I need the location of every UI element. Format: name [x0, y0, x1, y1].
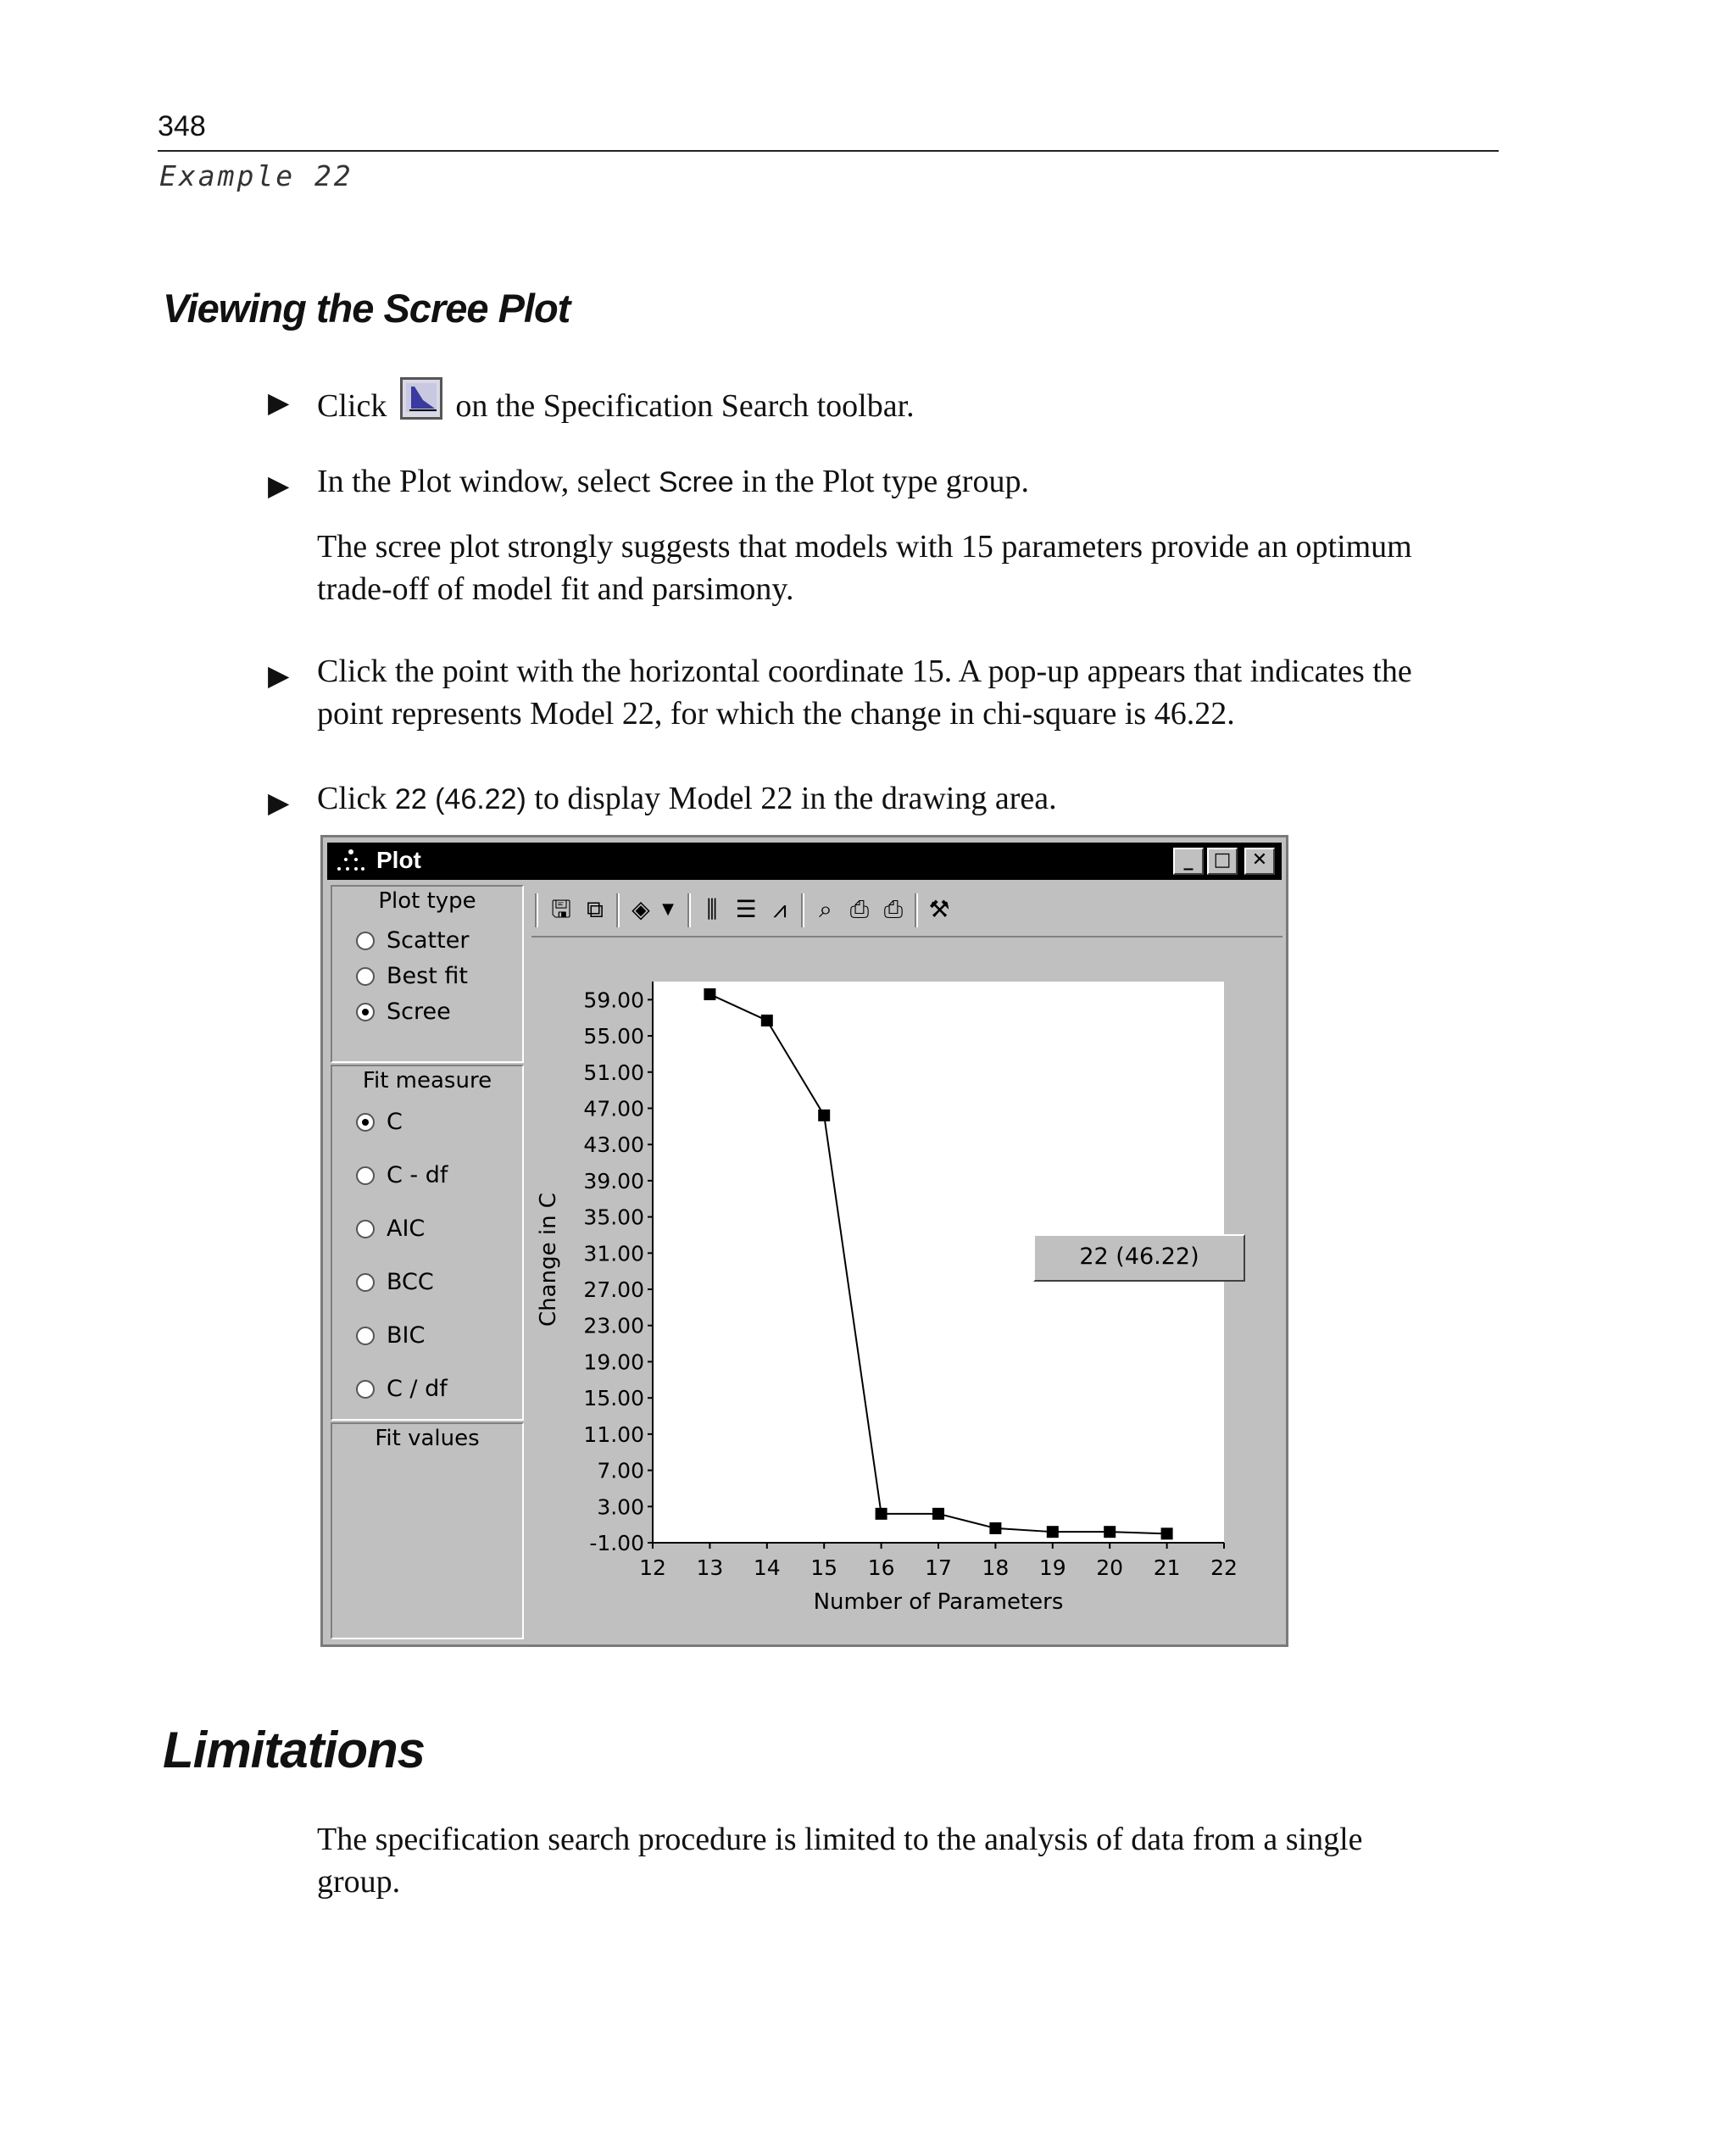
toolbar-separator — [801, 893, 804, 927]
app-icon — [334, 848, 368, 875]
toolbar-grip — [535, 893, 538, 927]
model-popup[interactable]: 22 (46.22) — [1033, 1234, 1245, 1282]
bullet-arrow-icon: ▶ — [268, 661, 290, 692]
radio-label: AIC — [387, 1216, 426, 1242]
fill-color-icon[interactable]: ◈ — [632, 895, 650, 923]
zoom-icon[interactable]: ⌕ — [819, 895, 832, 923]
plot-type-group — [331, 885, 524, 1063]
limitations-line: The specification search procedure is limited to the analysis of data from a single — [317, 1822, 1363, 1857]
bullet-text: Click — [317, 388, 387, 424]
grid-vertical-icon[interactable]: ⫼ — [706, 895, 718, 923]
paragraph-line: The scree plot strongly suggests that models with 15 parameters provide an optimum — [317, 529, 1412, 565]
fit-values-group — [331, 1422, 524, 1639]
y-tick-label: 19.00 — [583, 1349, 644, 1375]
y-tick-label: 39.00 — [583, 1168, 644, 1193]
radio-indicator — [356, 1380, 375, 1399]
radio-c[interactable] — [356, 1109, 403, 1135]
y-tick-label: 31.00 — [583, 1241, 644, 1266]
ui-term: Scree — [658, 466, 734, 498]
bullet-click-toolbar — [317, 377, 915, 427]
grid-horizontal-icon[interactable]: ☰ — [735, 895, 757, 923]
radio-c-df[interactable] — [356, 1162, 448, 1188]
group-label: Plot type — [378, 888, 476, 914]
data-point — [1047, 1526, 1059, 1538]
section-heading: Viewing the Scree Plot — [163, 286, 570, 331]
header-rule — [158, 150, 1499, 152]
y-tick-label: 35.00 — [583, 1205, 644, 1230]
x-tick-label: 19 — [1038, 1555, 1066, 1580]
radio-label: C — [387, 1109, 403, 1135]
x-tick-label: 17 — [925, 1555, 952, 1580]
print-preview-icon[interactable]: ⎙ — [849, 895, 870, 923]
plot-toolbar — [531, 885, 1283, 938]
toolbar-separator — [616, 893, 620, 927]
x-tick-label: 21 — [1153, 1555, 1181, 1580]
chart-area — [531, 939, 1283, 1639]
y-tick-label: 3.00 — [597, 1494, 644, 1520]
x-tick-label: 16 — [867, 1555, 895, 1580]
radio-aic[interactable] — [356, 1216, 425, 1242]
limitations-heading: Limitations — [163, 1722, 426, 1778]
scree-plot-chart — [531, 939, 1283, 1639]
x-tick-label: 15 — [810, 1555, 838, 1580]
bullet-click-point-line2: point represents Model 22, for which the change in chi-square is 46.22. — [317, 696, 1235, 732]
y-tick-label: 15.00 — [583, 1386, 644, 1411]
options-pane — [331, 885, 524, 1639]
radio-scree[interactable] — [356, 999, 451, 1025]
page-number: 348 — [158, 110, 206, 142]
bullet-text: to display Model 22 in the drawing area. — [534, 781, 1057, 816]
ui-term: 22 (46.22) — [394, 783, 526, 815]
radio-scatter[interactable] — [356, 927, 469, 954]
data-point — [761, 1015, 773, 1027]
radio-label: Scatter — [387, 927, 470, 954]
x-tick-label: 14 — [753, 1555, 781, 1580]
title-bar[interactable] — [327, 843, 1282, 880]
paragraph-line: trade-off of model fit and parsimony. — [317, 571, 794, 607]
radio-c-per-df[interactable] — [356, 1376, 448, 1402]
radio-label: BIC — [387, 1322, 426, 1349]
y-tick-label: 27.00 — [583, 1277, 644, 1303]
x-tick-label: 13 — [696, 1555, 724, 1580]
print-icon[interactable]: ⎙ — [883, 895, 904, 923]
bullet-arrow-icon: ▶ — [268, 388, 290, 419]
radio-label: BCC — [387, 1269, 434, 1295]
data-point — [1161, 1527, 1173, 1539]
bullet-click-point: Click the point with the horizontal coordinate 15. A pop-up appears that indicates the — [317, 654, 1412, 689]
x-tick-label: 18 — [982, 1555, 1010, 1580]
data-point — [876, 1508, 887, 1520]
radio-best-fit[interactable] — [356, 963, 468, 989]
scree-plot-icon — [400, 377, 442, 420]
data-point — [932, 1508, 944, 1520]
y-tick-label: 55.00 — [583, 1024, 644, 1049]
y-tick-label: 59.00 — [583, 988, 644, 1013]
group-label: Fit measure — [362, 1068, 492, 1093]
toolbar-separator — [915, 893, 918, 927]
radio-indicator — [356, 1220, 375, 1238]
data-point — [1104, 1526, 1116, 1538]
x-tick-label: 22 — [1210, 1555, 1238, 1580]
close-button[interactable]: ✕ — [1244, 848, 1275, 875]
maximize-button[interactable]: □ — [1207, 848, 1238, 875]
radio-bcc[interactable] — [356, 1269, 434, 1295]
bullet-text: in the Plot type group. — [742, 464, 1029, 499]
radio-indicator — [356, 967, 375, 986]
bullet-arrow-icon: ▶ — [268, 471, 290, 502]
y-tick-label: 47.00 — [583, 1096, 644, 1121]
data-point — [989, 1522, 1001, 1534]
group-label: Fit values — [375, 1426, 480, 1451]
y-tick-label: 51.00 — [583, 1060, 644, 1085]
bullet-click-popup — [317, 777, 1057, 821]
plot-window — [320, 835, 1288, 1647]
save-icon[interactable]: 🖫 — [551, 895, 571, 923]
radio-label: C / df — [387, 1376, 448, 1402]
y-tick-label: 43.00 — [583, 1132, 644, 1158]
radio-indicator — [356, 932, 375, 950]
radio-indicator — [356, 1166, 375, 1185]
bullet-arrow-icon: ▶ — [268, 788, 290, 819]
bullet-text: Click — [317, 781, 387, 816]
y-axis-label: Change in C — [536, 1193, 561, 1327]
radio-label: Scree — [387, 999, 451, 1025]
y-tick-label: 23.00 — [583, 1313, 644, 1338]
chapter-title: Example 22 — [159, 159, 353, 192]
copy-icon[interactable]: ⧉ — [587, 895, 604, 923]
window-title: Plot — [376, 847, 421, 873]
bullet-text: on the Specification Search toolbar. — [455, 388, 915, 424]
x-tick-label: 12 — [639, 1555, 666, 1580]
fit-measure-group — [331, 1065, 524, 1421]
radio-indicator — [356, 1327, 375, 1345]
radio-label: Best fit — [387, 963, 468, 989]
axis-properties-icon[interactable]: ⩘ — [773, 895, 787, 923]
radio-indicator — [356, 1003, 375, 1021]
radio-bic[interactable] — [356, 1322, 425, 1349]
radio-indicator — [356, 1113, 375, 1132]
bullet-text: In the Plot window, select — [317, 464, 651, 499]
y-tick-label: 11.00 — [583, 1422, 644, 1447]
x-axis-label: Number of Parameters — [813, 1589, 1064, 1615]
dropdown-arrow-icon[interactable]: ▼ — [662, 900, 674, 918]
y-tick-label: -1.00 — [589, 1531, 644, 1555]
limitations-line: group. — [317, 1864, 401, 1900]
data-point — [818, 1110, 830, 1121]
bullet-select-scree — [317, 460, 1029, 504]
toolbar-separator — [687, 893, 691, 927]
radio-indicator — [356, 1273, 375, 1292]
y-tick-label: 7.00 — [597, 1458, 644, 1483]
data-point — [704, 988, 715, 1000]
properties-hammer-icon[interactable]: ⚒ — [928, 895, 950, 923]
x-tick-label: 20 — [1096, 1555, 1124, 1580]
radio-label: C - df — [387, 1162, 448, 1188]
minimize-button[interactable]: _ — [1173, 848, 1204, 875]
